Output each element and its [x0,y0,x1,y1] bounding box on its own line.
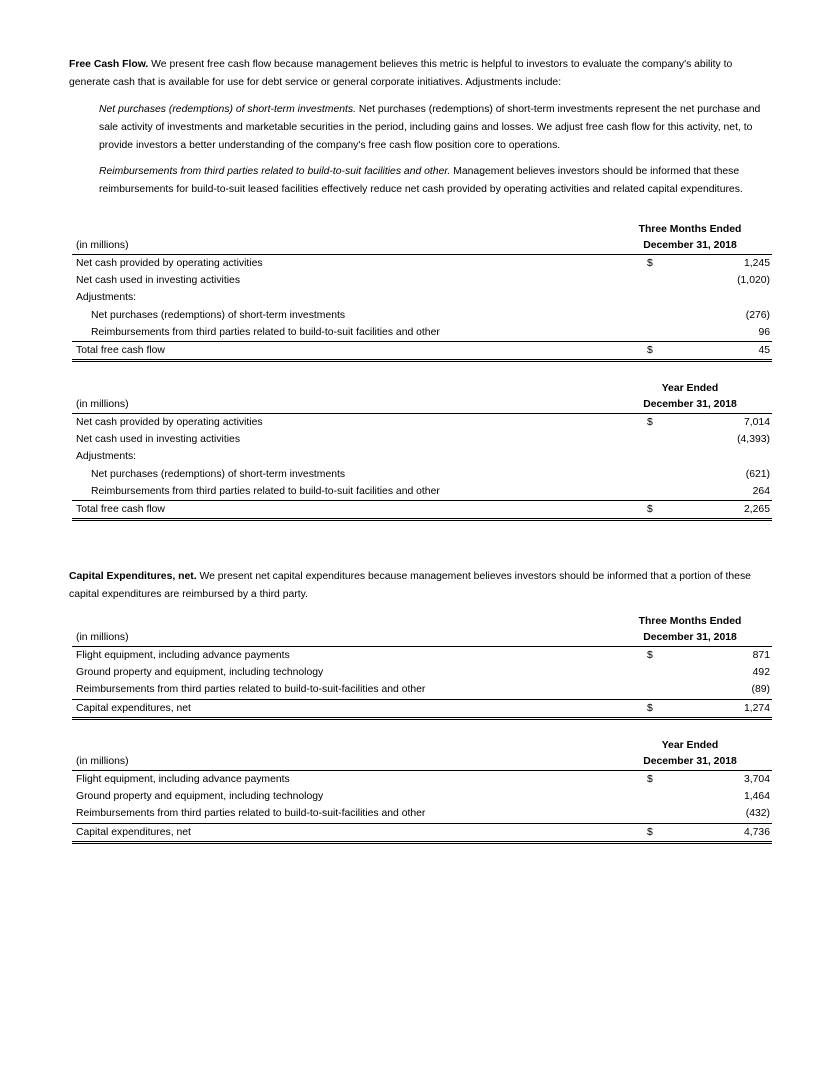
units-label: (in millions) [76,399,129,410]
column-period: Year Ended [661,740,719,751]
column-date: December 31, 2018 [643,632,737,643]
table-row [72,431,772,448]
row-label: Net purchases (redemptions) of short-term investments [91,309,346,321]
table-row [72,466,772,483]
table-row [72,647,772,664]
row-label: Net cash provided by operating activities [76,258,263,269]
fcf-year-table [72,378,772,521]
row-label: Flight equipment, including advance payments [76,774,290,785]
table-row [72,681,772,699]
row-value: 2,265 [743,503,770,515]
total-row [72,824,772,844]
table-row [72,448,772,465]
row-label: Capital expenditures, net [76,702,191,714]
adjustment-text: Management believes investors should be informed that these reimbursements for build-to-suit leased facilities effectively reduce net cash provided by operating activities and related capital expenditures. [99,166,743,195]
row-value: (276) [745,309,770,321]
table-row [72,307,772,324]
column-date: December 31, 2018 [643,240,737,251]
row-label: Adjustments: [76,292,137,304]
table-row [72,771,772,788]
adjustment-paragraph-reimbursements [99,163,771,199]
row-label: Net cash used in investing activities [76,275,241,287]
row-label: Reimbursements from third parties related to build-to-suit-facilities and other [76,684,426,696]
row-label: Reimbursements from third parties related to build-to-suit facilities and other [91,485,440,497]
row-value: 96 [758,326,770,338]
total-row [72,700,772,720]
table-row [72,788,772,805]
row-value: 1,464 [743,791,770,803]
row-value: (1,020) [737,275,770,287]
units-label: (in millions) [76,240,129,251]
currency-symbol: $ [647,344,653,356]
row-label: Net purchases (redemptions) of short-term investments [91,468,346,480]
table-row [72,664,772,681]
row-value: (432) [745,808,770,820]
table-row [72,483,772,501]
table-row [72,255,772,272]
table-row [72,272,772,289]
row-label: Total free cash flow [76,344,165,356]
capex-intro-paragraph [69,568,771,604]
total-row [72,342,772,362]
currency-symbol: $ [647,650,653,661]
table-row [72,414,772,431]
adjustment-term: Net purchases (redemptions) of short-term investments. [99,104,356,115]
currency-symbol: $ [647,826,653,838]
row-value: (89) [751,684,770,696]
row-label: Capital expenditures, net [76,826,191,838]
column-period: Three Months Ended [638,616,742,627]
adjustment-paragraph-short-term [99,101,771,155]
column-date: December 31, 2018 [643,399,737,410]
column-date: December 31, 2018 [643,756,737,767]
adjustment-text: Net purchases (redemptions) of short-term investments represent the net purchase and sale activity of investments and marketable securities in the period, including gains and losses. We adjust free cash flow for this activity, net, to provide investors a better understanding of the company's free cash flow position core to operations. [99,104,761,151]
row-value: 1,245 [743,258,770,269]
capex-year-table [72,735,772,844]
row-value: (4,393) [737,434,770,446]
fcf-quarter-table [72,219,772,362]
row-value: 492 [752,667,770,679]
capex-intro-text: We present net capital expenditures because management believes investors should be informed that a portion of these capital expenditures are reimbursed by a third party. [69,571,751,600]
row-label: Net cash used in investing activities [76,434,241,446]
row-value: 264 [752,485,770,497]
row-value: (621) [745,468,770,480]
adjustment-term: Reimbursements from third parties related to build-to-suit facilities and other. [99,166,451,177]
capex-quarter-table [72,611,772,720]
fcf-intro-paragraph [69,56,771,92]
row-label: Reimbursements from third parties related to build-to-suit facilities and other [91,326,440,338]
row-value: 45 [758,344,770,356]
column-period: Three Months Ended [638,224,742,235]
currency-symbol: $ [647,258,653,269]
row-value: 7,014 [743,417,770,428]
row-label: Ground property and equipment, including technology [76,791,324,803]
currency-symbol: $ [647,503,653,515]
currency-symbol: $ [647,774,653,785]
fcf-intro-text: We present free cash flow because management believes this metric is helpful to investors to evaluate the company's ability to generate cash that is available for use for debt service or general corporate initiatives. Adjustments include: [69,59,733,88]
row-value: 871 [752,650,770,661]
capex-heading: Capital Expenditures, net. [69,571,197,582]
row-label: Reimbursements from third parties related to build-to-suit-facilities and other [76,808,426,820]
units-label: (in millions) [76,632,129,643]
row-label: Flight equipment, including advance payments [76,650,290,661]
fcf-heading: Free Cash Flow. [69,59,149,70]
units-label: (in millions) [76,756,129,767]
row-label: Ground property and equipment, including technology [76,667,324,679]
row-value: 1,274 [743,702,770,714]
currency-symbol: $ [647,702,653,714]
row-label: Total free cash flow [76,503,165,515]
table-row [72,289,772,306]
table-row [72,324,772,342]
total-row [72,501,772,521]
row-label: Net cash provided by operating activities [76,417,263,428]
column-period: Year Ended [661,383,719,394]
currency-symbol: $ [647,417,653,428]
row-label: Adjustments: [76,451,137,463]
row-value: 3,704 [743,774,770,785]
table-row [72,805,772,823]
row-value: 4,736 [743,826,770,838]
